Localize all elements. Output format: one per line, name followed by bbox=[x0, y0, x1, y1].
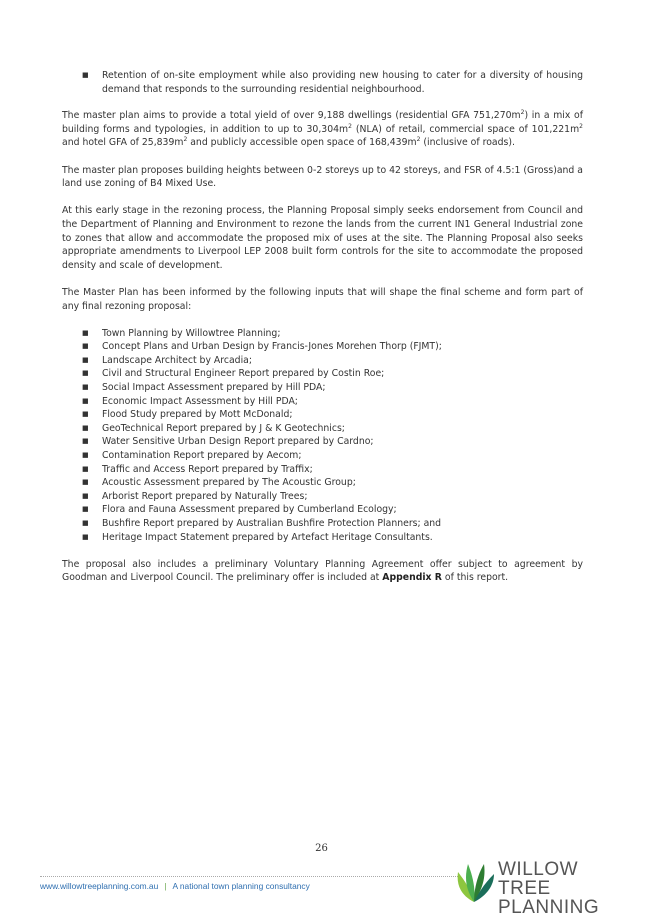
bullet-icon: ■ bbox=[82, 369, 89, 378]
list-item bbox=[62, 503, 583, 517]
list-item-text: Social Impact Assessment prepared by Hill PDA; bbox=[102, 382, 326, 394]
list-item bbox=[62, 340, 583, 354]
bullet-icon: ■ bbox=[82, 437, 89, 446]
bullet-icon: ■ bbox=[82, 519, 89, 527]
bullet-icon: ■ bbox=[82, 491, 89, 500]
list-item-text: GeoTechnical Report prepared by J & K Geotechnics; bbox=[102, 422, 345, 434]
bullet-icon: ■ bbox=[82, 505, 89, 514]
bullet-icon: ■ bbox=[82, 410, 89, 419]
list-item bbox=[62, 435, 583, 449]
list-item-text: Contamination Report prepared by Aecom; bbox=[102, 450, 302, 462]
list-item-text: Acoustic Assessment prepared by The Acoustic Group; bbox=[102, 477, 356, 489]
list-item-text: Arborist Report prepared by Naturally Trees; bbox=[102, 490, 308, 502]
bullet-icon: ■ bbox=[82, 396, 89, 405]
intro-bullet bbox=[62, 69, 583, 96]
bullet-icon: ■ bbox=[82, 464, 89, 473]
logo-wordmark bbox=[498, 860, 627, 917]
appendix-reference: Appendix R bbox=[382, 572, 442, 584]
list-item-text: Civil and Structural Engineer Report prepared by Costin Roe; bbox=[102, 368, 385, 380]
bullet-icon: ■ bbox=[82, 342, 89, 351]
page-number: 26 bbox=[315, 843, 328, 854]
list-item bbox=[62, 449, 583, 463]
paragraph-heights: The master plan proposes building heights between 0-2 storeys up to 42 storeys, and FSR of 4.5:1 (Gross)and a land use zoning of B4 Mixed Use. bbox=[62, 164, 583, 190]
bullet-icon: ■ bbox=[82, 478, 89, 487]
logo-line-1: WILLOW TREE bbox=[498, 859, 579, 899]
bullet-icon: ■ bbox=[82, 71, 89, 79]
page-content bbox=[62, 69, 583, 599]
list-item-text: Water Sensitive Urban Design Report prepared by Cardno; bbox=[102, 436, 374, 448]
footer-tagline: A national town planning consultancy bbox=[172, 881, 310, 891]
list-item bbox=[62, 517, 583, 531]
bullet-icon: ■ bbox=[82, 328, 89, 337]
list-item bbox=[62, 381, 583, 395]
paragraph-inputs-intro: The Master Plan has been informed by the following inputs that will shape the final scheme and form part of any final rezoning proposal: bbox=[62, 286, 583, 312]
willow-tree-logo bbox=[452, 858, 627, 918]
superscript: 2 bbox=[416, 136, 421, 144]
list-item bbox=[62, 395, 583, 409]
list-item-text: Bushfire Report prepared by Australian Bushfire Protection Planners; and bbox=[102, 518, 442, 529]
text-run: of this report. bbox=[441, 572, 509, 584]
list-item bbox=[62, 354, 583, 368]
bullet-icon: ■ bbox=[82, 423, 89, 432]
inputs-list bbox=[62, 327, 583, 545]
list-item-text: Traffic and Access Report prepared by Traffix; bbox=[102, 463, 313, 475]
paragraph-rezoning: At this early stage in the rezoning process, the Planning Proposal simply seeks endorsement from Council and the Department of Planning and Environment to rezone the lands from the current IN1 General Industrial zone to zones that allow and accommodate the proposed mix of uses at the site. The Planning Proposal also seeks appropriate amendments to Liverpool LEP 2008 built form controls for the site to accommodate the proposed density and scale of development. bbox=[62, 205, 583, 271]
footer bbox=[40, 881, 310, 891]
superscript: 2 bbox=[348, 122, 352, 130]
list-item bbox=[62, 408, 583, 422]
list-item-text: Town Planning by Willowtree Planning; bbox=[102, 327, 281, 339]
list-item bbox=[62, 422, 583, 436]
bullet-icon: ■ bbox=[82, 532, 89, 541]
list-item bbox=[62, 367, 583, 381]
list-item bbox=[62, 490, 583, 504]
list-item-text: Flood Study prepared by Mott McDonald; bbox=[102, 409, 293, 421]
text-run: (NLA) of retail, commercial space of 101,221m bbox=[351, 123, 580, 135]
list-item-text: Concept Plans and Urban Design by Francis-Jones Morehen Thorp (FJMT); bbox=[102, 341, 442, 353]
list-item bbox=[62, 463, 583, 477]
bullet-icon: ■ bbox=[82, 451, 89, 460]
text-run: ) in a mix of building forms and typologies, in addition to up to 30,304m bbox=[62, 110, 583, 135]
bullet-icon: ■ bbox=[82, 383, 89, 392]
footer-separator: | bbox=[164, 881, 167, 891]
superscript: 2 bbox=[520, 109, 525, 117]
list-item bbox=[62, 531, 583, 545]
list-item-text: Landscape Architect by Arcadia; bbox=[102, 354, 252, 366]
list-item-text: Flora and Fauna Assessment prepared by Cumberland Ecology; bbox=[102, 504, 397, 516]
footer-divider bbox=[40, 876, 458, 877]
logo-line-2: PLANNING bbox=[498, 897, 600, 918]
text-run: The master plan aims to provide a total yield of over 9,188 dwellings (residential GFA 751,270m bbox=[62, 110, 521, 122]
paragraph-yield bbox=[62, 109, 583, 150]
list-item-text: Economic Impact Assessment by Hill PDA; bbox=[102, 395, 298, 407]
willow-tree-leaf-icon bbox=[452, 860, 496, 904]
list-item-text: Heritage Impact Statement prepared by Artefact Heritage Consultants. bbox=[102, 531, 433, 543]
list-item bbox=[62, 476, 583, 490]
paragraph-vpa bbox=[62, 558, 583, 585]
footer-website-link[interactable]: www.willowtreeplanning.com.au bbox=[40, 881, 159, 891]
superscript: 2 bbox=[579, 122, 583, 130]
text-run: and publicly accessible open space of 168,439m bbox=[187, 137, 417, 149]
text-run: and hotel GFA of 25,839m bbox=[62, 137, 184, 149]
text-run: The proposal also includes a preliminary Voluntary Planning Agreement offer subject to agreement by Goodman and Liverpool Council. The preliminary offer is included at bbox=[62, 558, 583, 584]
text-run: (inclusive of roads). bbox=[420, 137, 515, 149]
bullet-icon: ■ bbox=[82, 355, 89, 364]
superscript: 2 bbox=[183, 136, 188, 144]
list-item bbox=[62, 327, 583, 341]
intro-bullet-text: Retention of on-site employment while also providing new housing to cater for a diversity of housing demand that responds to the surrounding residential neighbourhood. bbox=[102, 70, 583, 95]
